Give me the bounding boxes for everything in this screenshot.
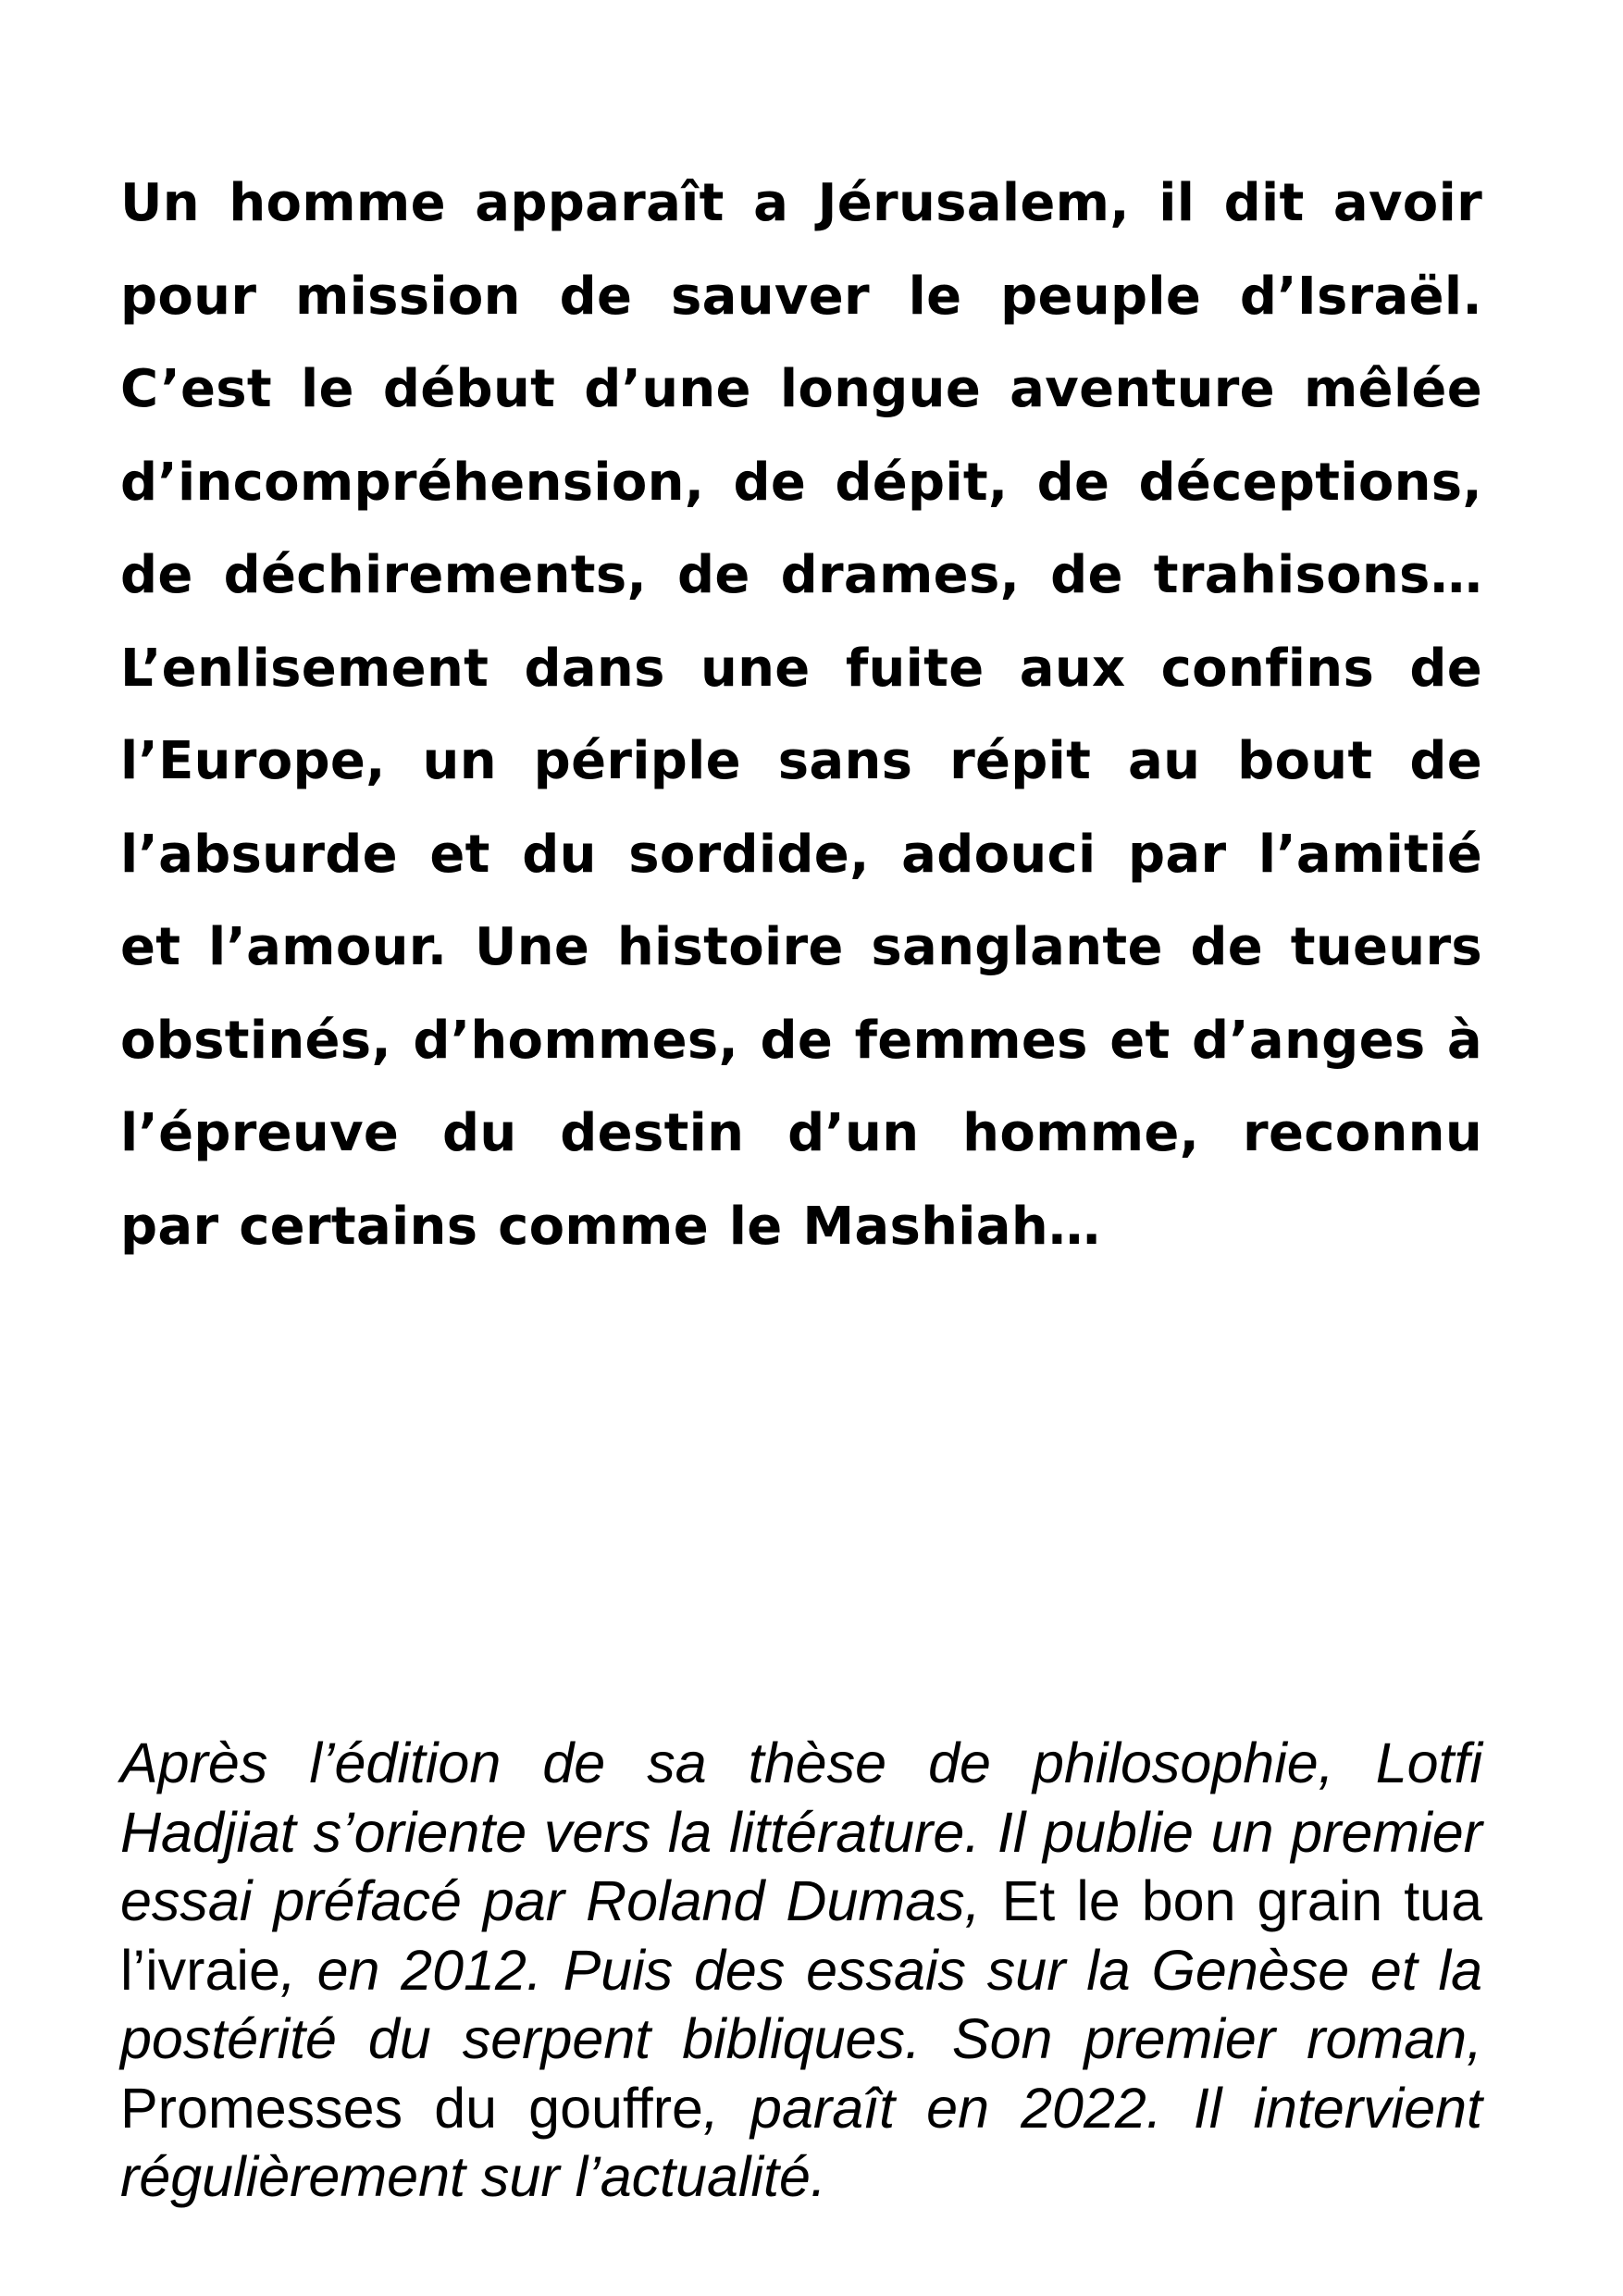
bio-text-part-2: , en 2012. Puis des essais sur la Genèse et la postérité du serpent bibliques. Son premier roman, [120,1938,1482,2070]
synopsis-text: Un homme apparaît a Jérusalem, il dit avoir pour mission de sauver le peuple d’Israël. C’est le début d’une longue aventure mêlée d’incompréhension, de dépit, de déceptions, de déchirements, de drames, de trahisons… L’enlisement dans une fuite aux confins de l’Europe, un périple sans répit au bout de l’absurde et du sordide, adouci par l’amitié et l’amour. Une histoire sanglante de tueurs obstinés, d’hommes, de femmes et d’anges à l’épreuve du destin d’un homme, reconnu par certains comme le Mashiah… [120,173,1482,1257]
bio-text-part-1: Après l’édition de sa thèse de philosophie, Lotfi Hadjiat s’oriente vers la littérature. Il publie un premier essai préfacé par Roland Dumas, [120,1731,1482,1932]
bio-essay-title: Et le bon grain tua l’ivraie [120,1869,1482,2002]
author-bio [120,1729,1482,2212]
bio-novel-title: Promesses du gouffre [120,2076,703,2140]
bio-text-part-3: , paraît en 2022. Il intervient régulièrement sur l’actualité. [120,2076,1482,2208]
